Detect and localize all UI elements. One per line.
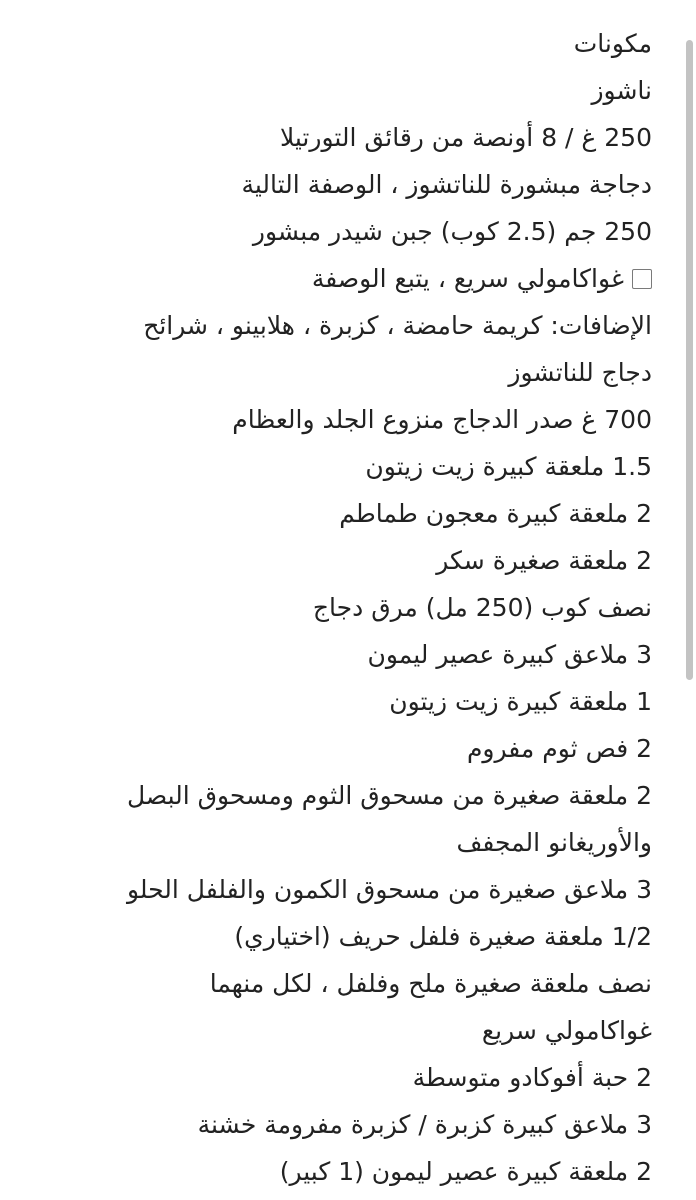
section-heading-ingredients: مكونات — [573, 29, 652, 58]
ingredient-line: دجاجة مبشورة للناتشوز ، الوصفة التالية — [241, 170, 652, 199]
checklist-item-label: غواكامولي سريع ، يتبع الوصفة — [311, 264, 624, 293]
section-heading-nachos: ناشوز — [591, 76, 652, 105]
section-heading-guacamole: غواكامولي سريع — [481, 1016, 652, 1045]
checkbox[interactable] — [632, 269, 652, 289]
ingredient-line: 2 حبة أفوكادو متوسطة — [412, 1063, 652, 1092]
ingredient-line: 2 ملعقة صغيرة سكر — [436, 546, 652, 575]
ingredient-line: 1/2 ملعقة صغيرة فلفل حريف (اختياري) — [234, 922, 652, 951]
ingredient-line: 2 ملعقة كبيرة عصير ليمون (1 كبير) — [279, 1157, 652, 1186]
ingredient-line: 250 غ / 8 أونصة من رقائق التورتيلا — [279, 123, 652, 152]
checklist-item — [40, 255, 652, 302]
ingredient-line: نصف ملعقة صغيرة ملح وفلفل ، لكل منهما — [209, 969, 652, 998]
ingredient-line: 2 ملعقة صغيرة من مسحوق الثوم ومسحوق البصل — [126, 781, 652, 810]
ingredient-line: 2 ملعقة كبيرة معجون طماطم — [339, 499, 652, 528]
ingredient-line: 2 فص ثوم مفروم — [466, 734, 652, 763]
document-body — [40, 20, 652, 1195]
ingredient-line: 700 غ صدر الدجاج منزوع الجلد والعظام — [232, 405, 652, 434]
ingredient-line: 3 ملاعق كبيرة عصير ليمون — [367, 640, 652, 669]
section-heading-chicken: دجاج للناتشوز — [508, 358, 652, 387]
ingredient-line: الإضافات: كريمة حامضة ، كزبرة ، هلابينو ، شرائح — [143, 311, 652, 340]
ingredient-line: 250 جم (2.5 كوب) جبن شيدر مبشور — [252, 217, 652, 246]
ingredient-line: 3 ملاعق صغيرة من مسحوق الكمون والفلفل الحلو — [126, 875, 652, 904]
ingredient-line: 1.5 ملعقة كبيرة زيت زيتون — [365, 452, 652, 481]
ingredient-line: نصف كوب (250 مل) مرق دجاج — [312, 593, 652, 622]
ingredient-line: والأوريغانو المجفف — [456, 828, 652, 857]
vertical-scrollbar[interactable] — [686, 40, 693, 680]
ingredient-line: 3 ملاعق كبيرة كزبرة / كزبرة مفرومة خشنة — [197, 1110, 652, 1139]
ingredient-line: 1 ملعقة كبيرة زيت زيتون — [389, 687, 652, 716]
